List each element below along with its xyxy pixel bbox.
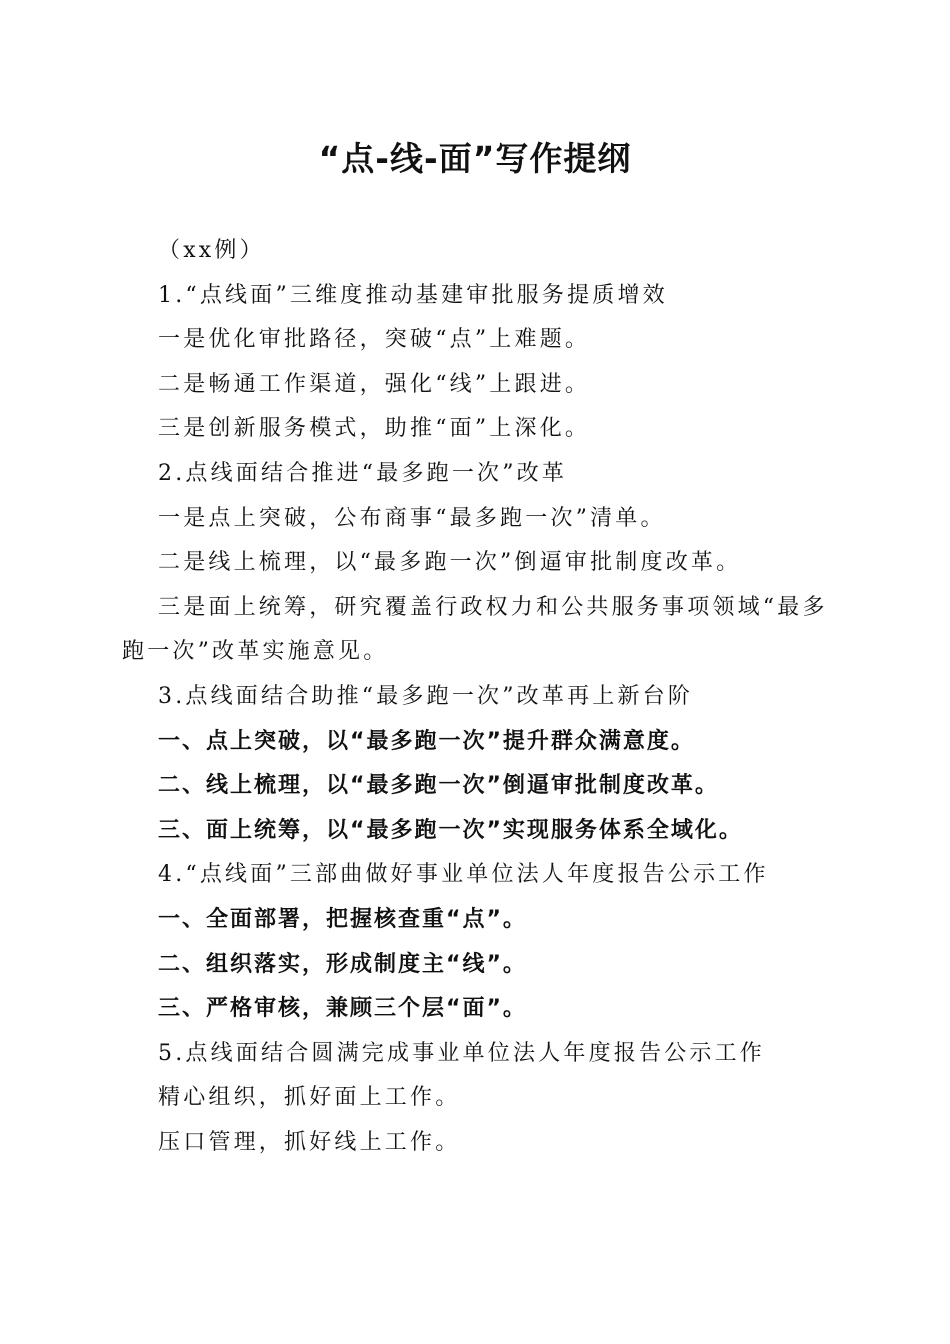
- paragraph-bold: 一、点上突破，以“最多跑一次”提升群众满意度。: [158, 728, 695, 754]
- document-title: “点-线-面”写作提纲: [318, 139, 632, 178]
- paragraph: 二是畅通工作渠道，强化“线”上跟进。: [158, 371, 591, 397]
- heading-1: 1.“点线面”三维度推动基建审批服务提质增效: [158, 282, 668, 308]
- paragraph-bold: 二、线上梳理，以“最多跑一次”倒逼审批制度改革。: [158, 773, 719, 799]
- paragraph: 三是面上统筹，研究覆盖行政权力和公共服务事项领域“最多跑一次”改革实施意见。: [122, 594, 828, 665]
- heading-5: 5.点线面结合圆满完成事业单位法人年度报告公示工作: [158, 1040, 765, 1066]
- paragraph: 二是线上梳理，以“最多跑一次”倒逼审批制度改革。: [158, 550, 742, 576]
- paragraph-example-note: （xx例）: [158, 238, 265, 263]
- paragraph: 一是点上突破，公布商事“最多跑一次”清单。: [158, 505, 666, 531]
- paragraph-bold: 三、面上统筹，以“最多跑一次”实现服务体系全域化。: [158, 817, 743, 843]
- paragraph-bold: 二、组织落实，形成制度主“线”。: [158, 951, 527, 977]
- paragraph-bold: 三、严格审核，兼顾三个层“面”。: [158, 996, 527, 1022]
- document-body: [122, 229, 832, 1165]
- paragraph: 精心组织，抓好面上工作。: [158, 1085, 461, 1111]
- paragraph: 压口管理，抓好线上工作。: [158, 1129, 461, 1155]
- paragraph: 一是优化审批路径，突破“点”上难题。: [158, 327, 591, 353]
- heading-4: 4.“点线面”三部曲做好事业单位法人年度报告公示工作: [158, 862, 769, 888]
- heading-3: 3.点线面结合助推“最多跑一次”改革再上新台阶: [158, 683, 694, 709]
- paragraph: 三是创新服务模式，助推“面”上深化。: [158, 416, 591, 442]
- heading-2: 2.点线面结合推进“最多跑一次”改革: [158, 460, 568, 486]
- paragraph-bold: 一、全面部署，把握核查重“点”。: [158, 906, 527, 932]
